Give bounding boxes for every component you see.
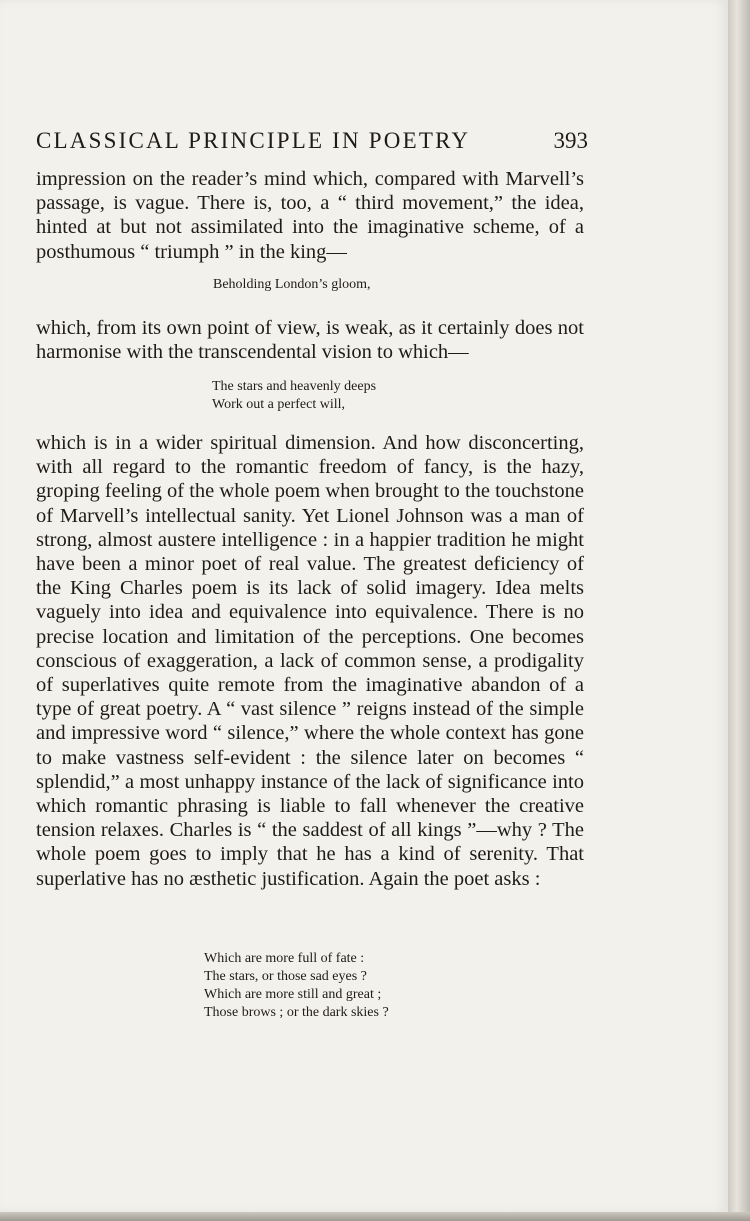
running-header <box>36 127 588 155</box>
verse-quote-1 <box>213 276 371 294</box>
verse-line: Beholding London’s gloom, <box>213 277 371 292</box>
running-title: CLASSICAL PRINCIPLE IN POETRY <box>36 128 471 153</box>
verse-line: Work out a perfect will, <box>212 397 345 412</box>
page-edge <box>728 0 750 1221</box>
verse-line: The stars and heavenly deeps <box>212 379 377 394</box>
verse-quote-3 <box>204 950 389 1022</box>
paragraph-3: which is in a wider spiritual dimension. And how disconcerting, with all regard to the romantic freedom of fancy, is the hazy, groping feeling of the whole poem when brought to the touchstone of Marvell’s intellectual sanity. Yet Lionel Johnson was a man of strong, almost austere intelligence : in a happier tradition he might have been a minor poet of real value. The greatest deficiency of the King Charles poem is its lack of solid imagery. Idea melts vaguely into idea and equivalence into equivalence. There is no precise location and limitation of the perceptions. One becomes conscious of exaggeration, a lack of common sense, a prodigality of superlatives quite remote from the imaginative abandon of a type of great poetry. A “ vast silence ” reigns instead of the simple and impressive word “ silence,” where the whole context has gone to make vastness self-evident : the silence later on becomes “ splendid,” a most unhappy instance of the lack of significance into which romantic phrasing is liable to fall whenever the creative tension relaxes. Charles is “ the saddest of all kings ”—why ? The whole poem goes to imply that he has a kind of serenity. That superlative has no æsthetic justification. Again the poet asks : <box>36 432 584 890</box>
verse-line: Which are more still and great ; <box>204 987 382 1002</box>
verse-quote-2 <box>212 378 376 414</box>
verse-line: Which are more full of fate : <box>204 951 365 966</box>
paragraph-2: which, from its own point of view, is weak, as it certainly does not harmonise with the transcendental vision to which— <box>36 317 584 364</box>
verse-line: Those brows ; or the dark skies ? <box>204 1005 389 1020</box>
page-number: 393 <box>553 128 588 153</box>
verse-line: The stars, or those sad eyes ? <box>204 969 367 984</box>
paragraph-1: impression on the reader’s mind which, compared with Marvell’s passage, is vague. There is, too, a “ third movement,” the idea, hinted at but not assimilated into the imaginative scheme, of a posthumous “ triumph ” in the king— <box>36 168 584 263</box>
page-bottom-edge <box>0 1212 750 1221</box>
